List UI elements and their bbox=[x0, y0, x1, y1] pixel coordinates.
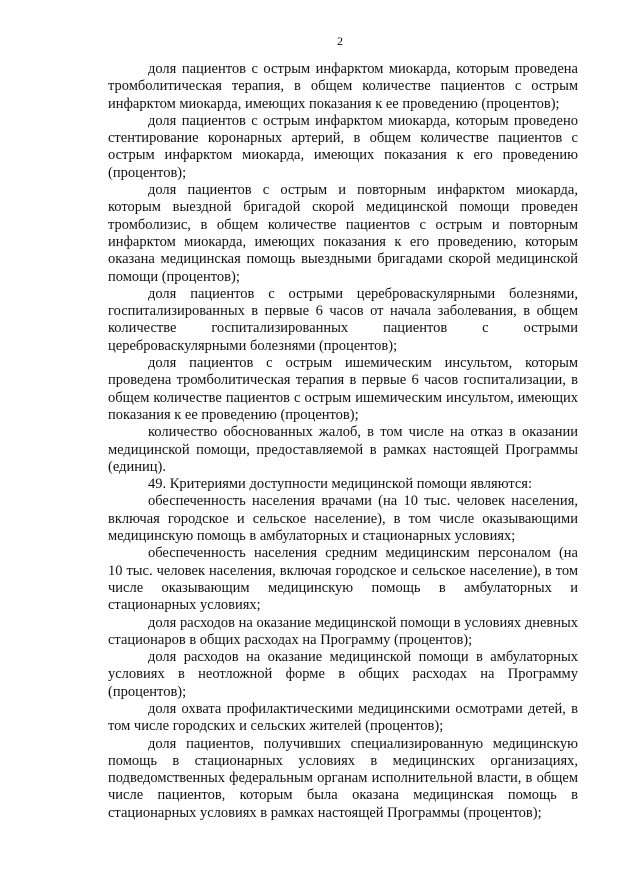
paragraph-line: стационаров в общих расходах на Программу (процентов); bbox=[108, 631, 473, 648]
paragraph-line: оказана медицинская помощь выездными бригадами скорой медицинской bbox=[108, 251, 578, 268]
paragraph-line: общем количестве пациентов с острым ишемическим инсультом, имеющих bbox=[108, 389, 578, 406]
paragraph-line: стационарных условиях в рамках настоящей Программы (процентов); bbox=[108, 804, 542, 821]
paragraph bbox=[108, 701, 578, 736]
paragraph-line: помощь в стационарных условиях в медицинских организациях, bbox=[108, 752, 578, 769]
paragraph bbox=[108, 113, 578, 182]
paragraph-line: числе пациентов, которым была оказана медицинская помощь в bbox=[108, 787, 578, 804]
paragraph bbox=[108, 493, 578, 545]
paragraph-line: доля пациентов, получивших специализированную медицинскую bbox=[148, 735, 578, 752]
paragraph-line: (единиц). bbox=[108, 458, 166, 475]
paragraph-line: том числе городских и сельских жителей (процентов); bbox=[108, 718, 444, 735]
paragraph-line: цереброваскулярными болезнями (процентов); bbox=[108, 337, 398, 354]
paragraph bbox=[108, 545, 578, 614]
paragraph-line: медицинскую помощь в амбулаторных и стационарных условиях; bbox=[108, 528, 516, 545]
paragraph-line: доля пациентов с острым инфарктом миокарда, которым проведена bbox=[148, 61, 578, 77]
paragraph-line: 49. Критериями доступности медицинской помощи являются: bbox=[148, 476, 532, 493]
paragraph-line: (процентов); bbox=[108, 683, 187, 700]
paragraph-line: подведомственных федеральным органам исполнительной власти, в общем bbox=[108, 770, 578, 787]
paragraph-line: тромболитическая терапия, в общем количестве пациентов с острым bbox=[108, 78, 578, 95]
paragraph-line: медицинской помощи, предоставляемой в рамках настоящей Программы bbox=[108, 441, 578, 458]
paragraph-line: 10 тыс. человек населения, включая городское и сельское население), в том bbox=[108, 562, 578, 579]
paragraph-line: доля расходов на оказание медицинской помощи в амбулаторных bbox=[148, 649, 578, 666]
paragraph bbox=[108, 286, 578, 355]
paragraph-line: включая городское и сельское население), в том числе оказывающими bbox=[108, 510, 578, 527]
paragraph-line: доля пациентов с острым и повторным инфарктом миокарда, bbox=[148, 182, 578, 199]
paragraph-line: доля пациентов с острым инфарктом миокарда, которым проведено bbox=[148, 112, 578, 129]
paragraph-line: показания к ее проведению (процентов); bbox=[108, 406, 359, 423]
paragraph bbox=[108, 424, 578, 476]
paragraph bbox=[108, 355, 578, 424]
paragraph-line: числе оказывающим медицинскую помощь в амбулаторных и bbox=[108, 579, 578, 596]
paragraph-line: обеспеченность населения средним медицинским персоналом (на bbox=[148, 545, 578, 562]
paragraph-line: доля пациентов с острыми цереброваскулярными болезнями, bbox=[148, 285, 578, 302]
paragraph-line: доля пациентов с острым ишемическим инсультом, которым bbox=[148, 355, 578, 372]
paragraph bbox=[108, 61, 578, 113]
paragraph-line: острым инфарктом миокарда, имеющих показания к его проведению bbox=[108, 147, 578, 164]
paragraph-line: количестве госпитализированных пациентов с острыми bbox=[108, 320, 578, 337]
paragraph bbox=[108, 736, 578, 822]
page-number: 2 bbox=[337, 34, 343, 48]
paragraph-line: госпитализированных в первые 6 часов от начала заболевания, в общем bbox=[108, 303, 578, 320]
paragraph bbox=[108, 649, 578, 701]
paragraph-line: стационарных условиях; bbox=[108, 597, 261, 614]
paragraph-line: проведена тромболитическая терапия в первые 6 часов госпитализации, в bbox=[108, 372, 578, 389]
paragraph-line: условиях в неотложной форме в общих расходах на Программу bbox=[108, 666, 578, 683]
paragraph-line: которым выездной бригадой скорой медицинской помощи проведен bbox=[108, 199, 578, 216]
paragraph-line: доля расходов на оказание медицинской помощи в условиях дневных bbox=[148, 614, 578, 631]
paragraph-line: стентирование коронарных артерий, в общем количестве пациентов с bbox=[108, 130, 578, 147]
paragraph-line: помощи (процентов); bbox=[108, 268, 240, 285]
paragraph bbox=[108, 182, 578, 286]
document-body bbox=[108, 61, 578, 822]
paragraph-line: доля охвата профилактическими медицинскими осмотрами детей, в bbox=[148, 700, 578, 717]
paragraph-line: инфарктом миокарда, имеющих показания к его проведению, которым bbox=[108, 233, 578, 250]
paragraph-line: (процентов); bbox=[108, 164, 187, 181]
paragraph-line: тромболизис, в общем количестве пациентов с острым и повторным bbox=[108, 216, 578, 233]
paragraph bbox=[108, 476, 578, 493]
paragraph-line: инфарктом миокарда, имеющих показания к ее проведению (процентов); bbox=[108, 95, 560, 112]
paragraph-line: количество обоснованных жалоб, в том числе на отказ в оказании bbox=[148, 424, 578, 441]
paragraph-line: обеспеченность населения врачами (на 10 тыс. человек населения, bbox=[148, 493, 578, 510]
paragraph bbox=[108, 615, 578, 650]
